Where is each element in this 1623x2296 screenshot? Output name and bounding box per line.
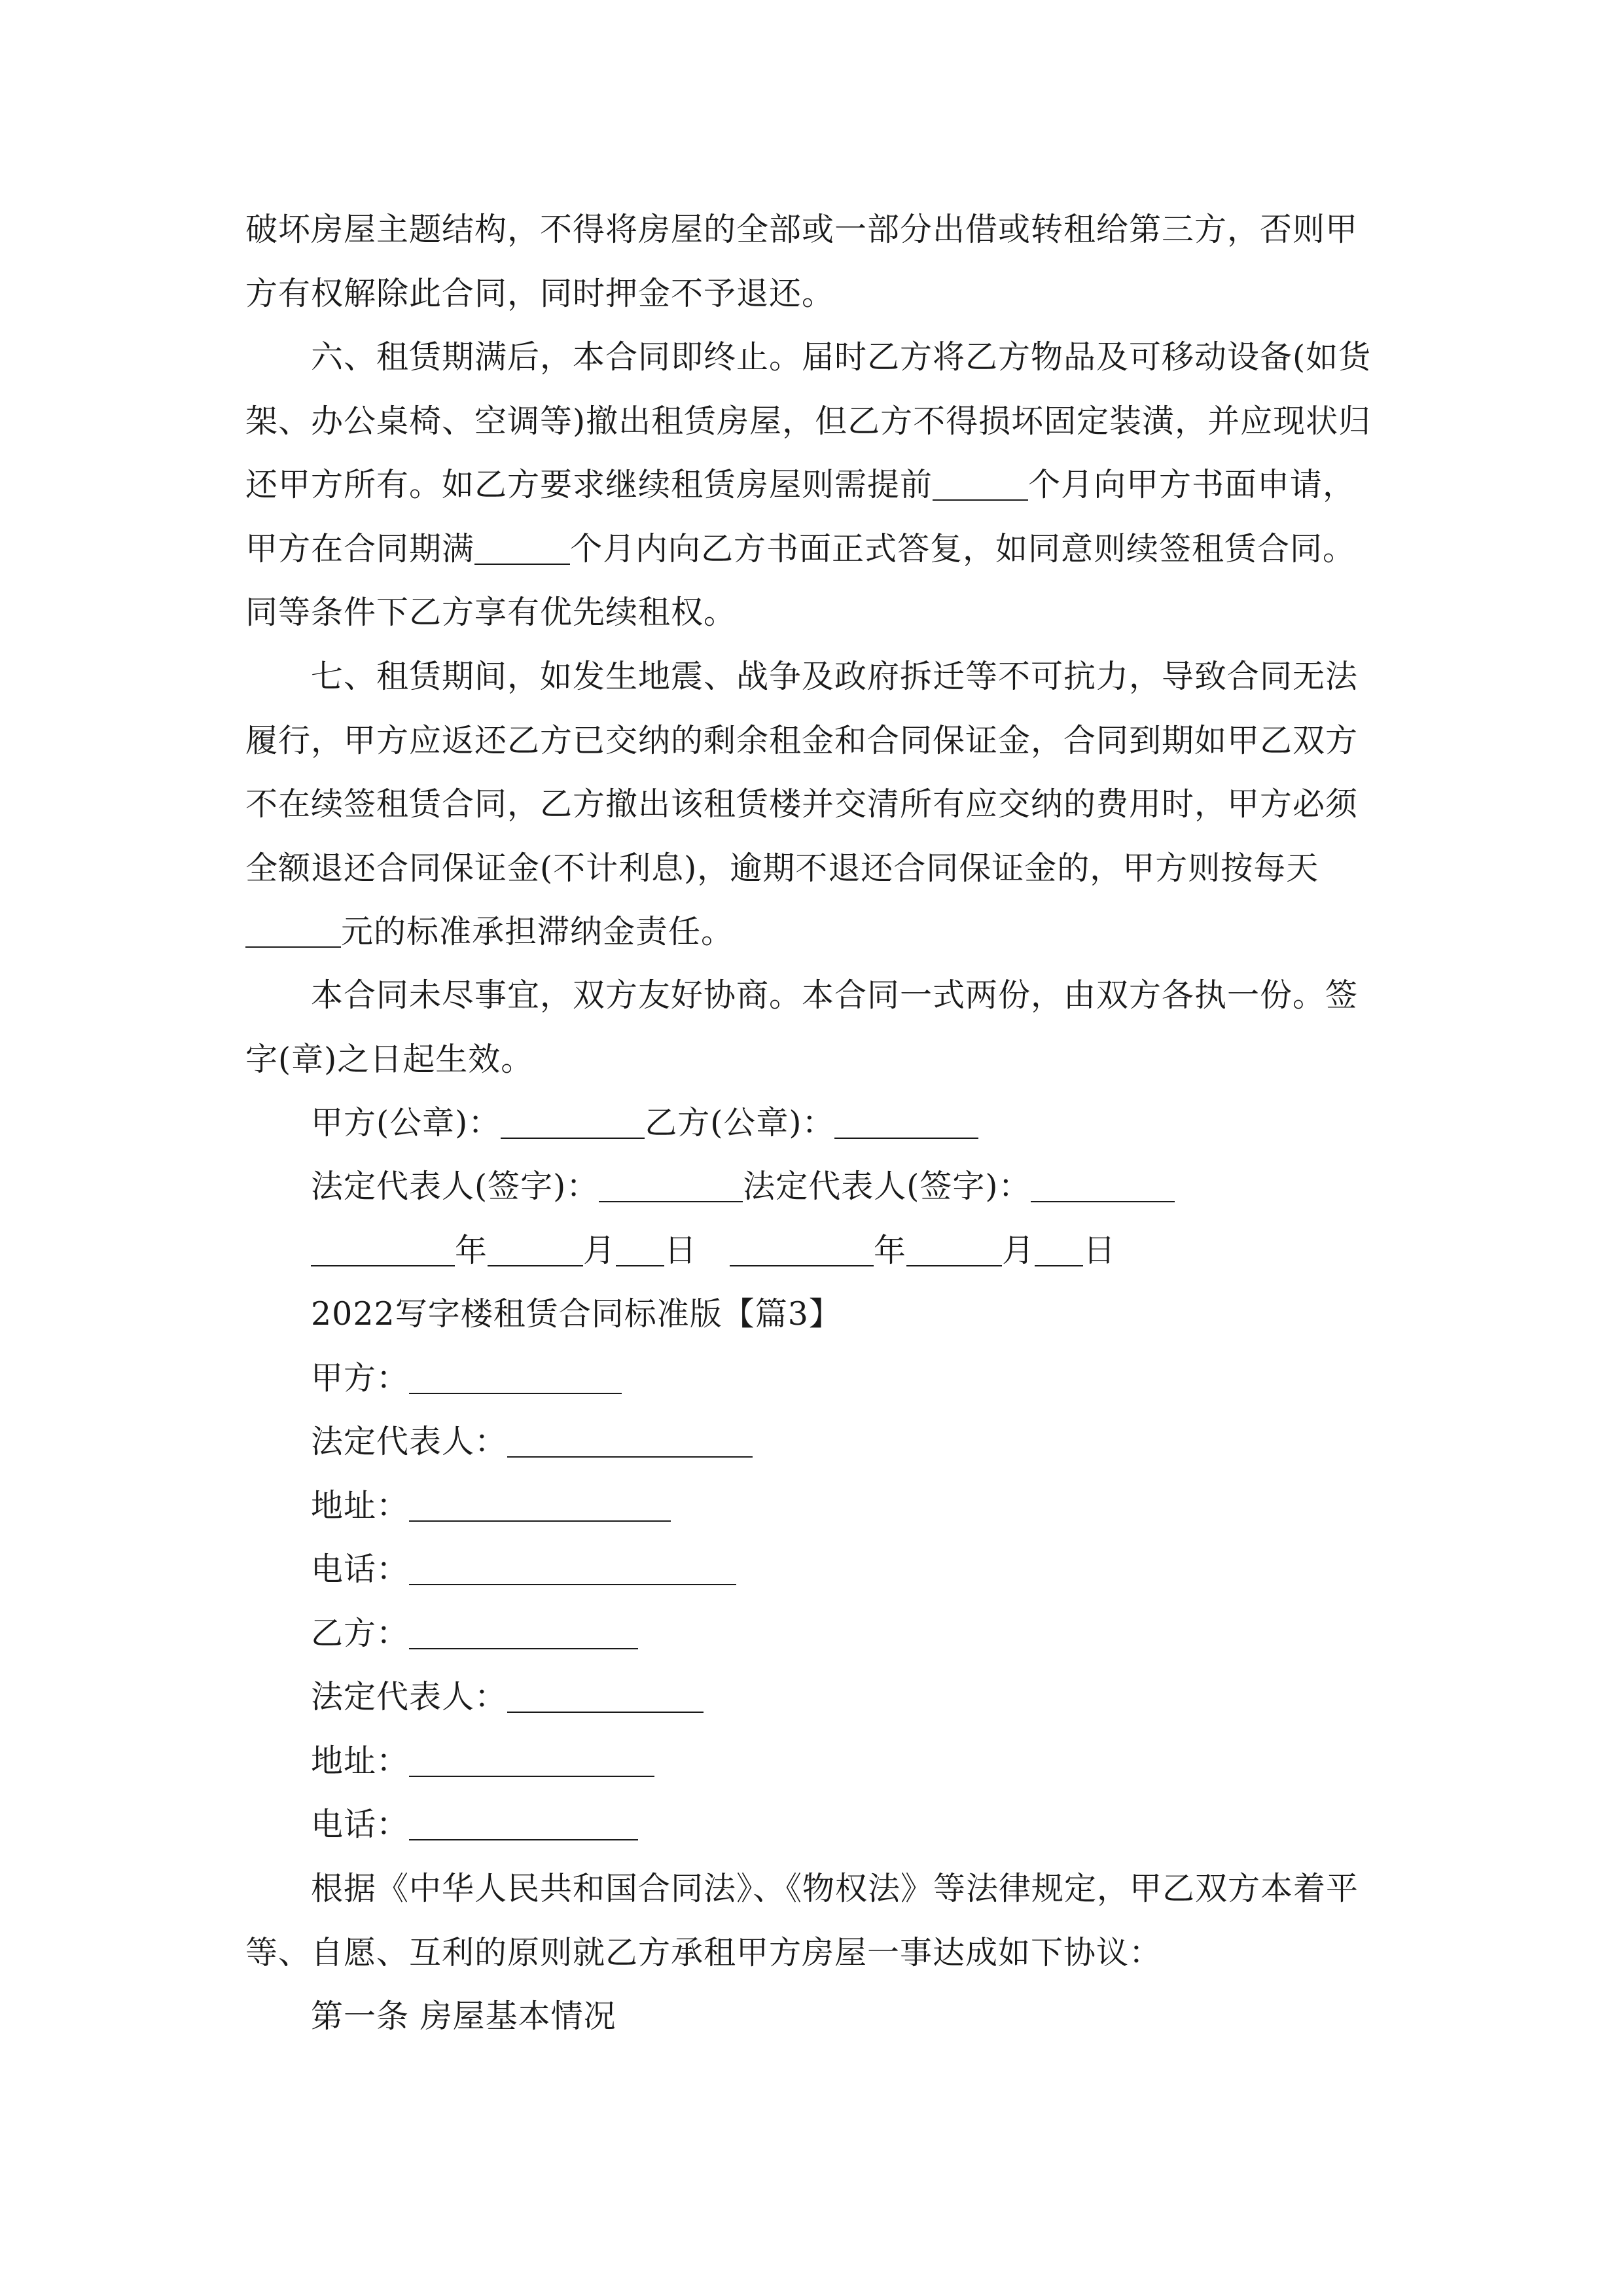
legal-rep-a-label: 法定代表人(签字)：	[311, 1168, 599, 1205]
blank-field[interactable]	[933, 473, 1028, 501]
signature-date-line	[311, 1219, 1116, 1283]
paragraph-text: 六、租赁期满后，本合同即终止。届时乙方将乙方物品及可移动设备(如货架、办公桌椅、空调等)撤出租赁房屋，但乙方不得损坏固定装潢，并应现状归还甲方所有。如乙方要求继续租赁房屋则需提前	[245, 338, 1372, 503]
party-a-line	[311, 1346, 622, 1410]
day-field[interactable]	[1035, 1239, 1083, 1266]
paragraph-text: 个月向甲方书面申请，甲方在合同期满	[245, 466, 1356, 567]
year-field[interactable]	[311, 1239, 455, 1266]
phone-label: 电话：	[311, 1551, 410, 1588]
paragraph-article-6	[245, 325, 1381, 645]
paragraph-closing	[245, 963, 1381, 1091]
paragraph-text: 破坏房屋主题结构，不得将房屋的全部或一部分出借或转租给第三方，否则甲方有权解除此合同，同时押金不予退还。	[245, 211, 1359, 312]
party-b-seal-field[interactable]	[834, 1111, 978, 1139]
article-heading: 第一条 房屋基本情况	[311, 1998, 616, 2035]
phone-field[interactable]	[409, 1558, 736, 1585]
legal-rep-line	[311, 1665, 704, 1729]
phone-field[interactable]	[409, 1813, 638, 1840]
legal-rep-b-label: 法定代表人(签字)：	[743, 1168, 1031, 1205]
address-line	[311, 1474, 671, 1538]
address-label: 地址：	[311, 1742, 410, 1780]
paragraph-text: 元的标准承担滞纳金责任。	[341, 913, 734, 950]
section-title: 2022写字楼租赁合同标准版【篇3】	[311, 1295, 842, 1333]
month-label: 月	[583, 1232, 616, 1269]
paragraph-article-7	[245, 645, 1381, 964]
party-a-seal-label: 甲方(公章)：	[311, 1104, 501, 1141]
signature-seal-line	[311, 1091, 978, 1155]
party-b-seal-label: 乙方(公章)：	[645, 1104, 835, 1141]
address-field[interactable]	[409, 1494, 671, 1522]
month-field[interactable]	[488, 1239, 583, 1266]
year-field[interactable]	[730, 1239, 874, 1266]
legal-rep-field[interactable]	[507, 1685, 704, 1713]
party-b-field[interactable]	[409, 1622, 638, 1649]
day-label: 日	[1083, 1232, 1116, 1269]
day-field[interactable]	[616, 1239, 664, 1266]
year-label: 年	[874, 1232, 907, 1269]
signature-rep-line	[311, 1155, 1175, 1219]
paragraph-text: 根据《中华人民共和国合同法》、《物权法》等法律规定，甲乙双方本着平等、自愿、互利的原则就乙方承租甲方房屋一事达成如下协议：	[245, 1870, 1359, 1971]
party-a-field[interactable]	[409, 1367, 622, 1394]
party-b-line	[311, 1602, 638, 1666]
year-label: 年	[455, 1232, 488, 1269]
phone-label: 电话：	[311, 1806, 410, 1843]
address-label: 地址：	[311, 1487, 410, 1524]
party-a-seal-field[interactable]	[501, 1111, 645, 1139]
party-b-label: 乙方：	[311, 1615, 410, 1652]
paragraph-text: 个月内向乙方书面正式答复，如同意则续签租赁合同。同等条件下乙方享有优先续租权。	[245, 529, 1356, 631]
paragraph-text: 七、租赁期间，如发生地震、战争及政府拆迁等不可抗力，导致合同无法履行，甲方应返还乙方已交纳的剩余租金和合同保证金，合同到期如甲乙双方不在续签租赁合同，乙方撤出该租赁楼并交清所有应交纳的费用时，甲方必须全额退还合同保证金(不计利息)，逾期不退还合同保证金的，甲方则按每天	[245, 658, 1359, 887]
address-line	[311, 1729, 654, 1793]
legal-rep-line	[311, 1410, 753, 1474]
phone-line	[311, 1793, 638, 1857]
legal-rep-b-field[interactable]	[1031, 1175, 1175, 1202]
blank-field[interactable]	[245, 920, 341, 948]
party-a-label: 甲方：	[311, 1359, 410, 1397]
legal-rep-label: 法定代表人：	[311, 1678, 508, 1715]
paragraph-preamble	[245, 1857, 1381, 1984]
blank-field[interactable]	[474, 537, 570, 565]
month-field[interactable]	[906, 1239, 1002, 1266]
month-label: 月	[1002, 1232, 1035, 1269]
legal-rep-field[interactable]	[507, 1430, 753, 1458]
phone-line	[311, 1537, 736, 1602]
day-label: 日	[664, 1232, 698, 1269]
address-field[interactable]	[409, 1749, 654, 1777]
legal-rep-label: 法定代表人：	[311, 1423, 508, 1460]
paragraph-text: 本合同未尽事宜，双方友好协商。本合同一式两份，由双方各执一份。签字(章)之日起生效。	[245, 977, 1359, 1078]
legal-rep-a-field[interactable]	[599, 1175, 743, 1202]
paragraph-breach-clause	[245, 198, 1381, 325]
